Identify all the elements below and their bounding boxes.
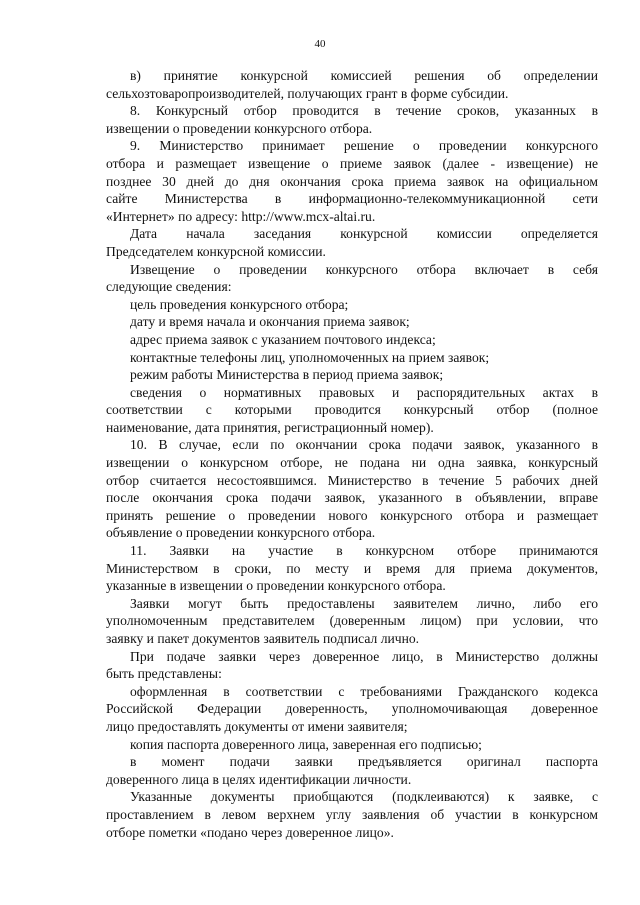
text-line: отбор считается несостоявшимся. Министерство в течение 5 рабочих дней bbox=[106, 472, 598, 488]
text-line: быть представлены: bbox=[106, 666, 222, 682]
text-line: сельхозтоваропроизводителей, получающих грант в форме субсидии. bbox=[106, 85, 509, 101]
text-line: уполномоченным представителем (доверенным лицом) при условии, что bbox=[106, 613, 598, 629]
text-line: Дата начала заседания конкурсной комиссии определяется bbox=[130, 226, 598, 242]
text-line: 9. Министерство принимает решение о проведении конкурсного bbox=[130, 138, 598, 154]
text-line: наименование, дата принятия, регистрационный номер). bbox=[106, 419, 434, 435]
text-line: копия паспорта доверенного лица, заверенная его подписью; bbox=[130, 736, 482, 752]
text-line: проставлением в левом верхнем углу заявления об участии в конкурсном bbox=[106, 806, 598, 822]
text-line: 8. Конкурсный отбор проводится в течение сроков, указанных в bbox=[130, 103, 598, 119]
text-line: в момент подачи заявки предъявляется оригинал паспорта bbox=[130, 754, 598, 770]
text-line: отбора и размещает извещение о приеме заявок (далее - извещение) не bbox=[106, 155, 598, 171]
text-line: Указанные документы приобщаются (подклеиваются) к заявке, с bbox=[130, 789, 598, 805]
text-line: цель проведения конкурсного отбора; bbox=[130, 296, 349, 312]
text-line: Министерством в сроки, по месту и время для приема документов, bbox=[106, 560, 598, 576]
text-line: сайте Министерства в информационно-телекоммуникационной сети bbox=[106, 191, 598, 207]
text-line: заявку и пакет документов заявитель подписал лично. bbox=[106, 631, 420, 646]
text-line: режим работы Министерства в период приема заявок; bbox=[130, 367, 444, 383]
text-line: извещении о проведении конкурсного отбора. bbox=[106, 120, 373, 136]
text-line: адрес приема заявок с указанием почтового индекса; bbox=[130, 331, 436, 347]
text-line: При подаче заявки через доверенное лицо, в Министерство должны bbox=[130, 648, 598, 664]
page-number: 40 bbox=[314, 38, 326, 50]
text-line: в) принятие конкурсной комиссией решения об определении bbox=[130, 68, 598, 83]
text-line: дату и время начала и окончания приема заявок; bbox=[130, 314, 410, 330]
text-line: объявление о проведении конкурсного отбора. bbox=[106, 525, 376, 541]
text-line: Заявки могут быть предоставлены заявителем лично, либо его bbox=[130, 595, 598, 611]
text-line: контактные телефоны лиц, уполномоченных на прием заявок; bbox=[130, 349, 490, 365]
text-line: сведения о нормативных правовых и распорядительных актах в bbox=[130, 384, 598, 400]
text-line: позднее 30 дней до дня окончания срока приема заявок на официальном bbox=[106, 173, 598, 189]
document-body bbox=[106, 67, 598, 841]
text-line: отборе пометки «подано через доверенное лицо». bbox=[106, 824, 394, 840]
text-line: 10. В случае, если по окончании срока подачи заявок, указанного в bbox=[130, 437, 598, 453]
text-line: указанные в извещении о проведении конкурсного отбора. bbox=[106, 578, 446, 594]
text-line: извещении о конкурсном отборе, не подана ни одна заявка, конкурсный bbox=[106, 455, 598, 471]
text-line: после окончания срока подачи заявок, указанного в объявлении, вправе bbox=[106, 490, 598, 506]
text-line: «Интернет» по адресу: http://www.mcx-altai.ru. bbox=[106, 208, 376, 224]
text-line: Председателем конкурсной комиссии. bbox=[106, 243, 326, 259]
text-line: принять решение о проведении нового конкурсного отбора и размещает bbox=[106, 507, 598, 523]
text-line: лицо предоставлять документы от имени заявителя; bbox=[106, 718, 408, 734]
text-line: доверенного лица в целях идентификации личности. bbox=[106, 771, 412, 787]
text-line: соответствии с которыми проводится конкурсный отбор (полное bbox=[106, 402, 598, 418]
text-line: Извещение о проведении конкурсного отбора включает в себя bbox=[130, 261, 598, 277]
text-line: следующие сведения: bbox=[106, 279, 232, 295]
text-line: Российской Федерации доверенность, уполномочивающая доверенное bbox=[106, 701, 598, 717]
text-line: оформленная в соответствии с требованиями Гражданского кодекса bbox=[130, 683, 598, 699]
text-line: 11. Заявки на участие в конкурсном отборе принимаются bbox=[130, 543, 598, 559]
